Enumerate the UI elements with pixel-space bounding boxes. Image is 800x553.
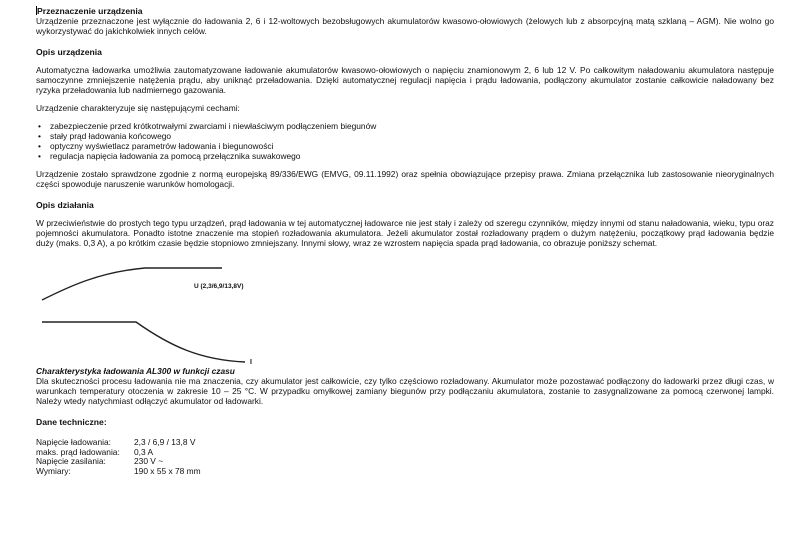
operation-p2: Dla skuteczności procesu ładowania nie ma znaczenia, czy akumulator jest całkowicie, czy tylko częściowo rozładowany. Akumulator może pozostawać podłączony do ładowarki przez długi czas, w warunkach temperatury otoczenia w zakresie 10 – 25 °C. W przypadku omyłkowej zamiany biegunów przy podłączaniu akumulatora, zostanie to zasygnalizowane za pomocą czerwonej lampki. Należy wtedy natychmiast odłączyć akumulator od ładowarki. — [36, 376, 774, 406]
document-page — [36, 6, 774, 476]
spec-table — [36, 438, 201, 476]
spec-value: 230 V ~ — [134, 456, 164, 466]
spec-value: 2,3 / 6,9 / 13,8 V — [134, 437, 196, 447]
device-description-p1: Automatyczna ładowarka umożliwia zautomatyzowane ładowanie akumulatorów kwasowo-ołowiowych o napięciu znamionowym 2, 6 lub 12 V. Po całkowitym naładowaniu akumulatora następuje samoczynne zmniejszenie natężenia prądu, aby uniknąć przeładowania. Dzięki automatycznej regulacji napięcia i prądu ładowania, podłączony akumulator zostanie całkowicie naładowany bez ryzyka przeładowania lub nadmiernego gazowania. — [36, 65, 774, 95]
spec-key: maks. prąd ładowania: — [36, 446, 120, 457]
device-description-p3: Urządzenie zostało sprawdzone zgodnie z normą europejską 89/336/EWG (EMVG, 09.11.1992) oraz spełnia obowiązujące przepisy prawa. Zmiana przełącznika lub zastosowanie nieoryginalnych części spowoduje naruszenie warunków homologacji. — [36, 169, 774, 189]
spec-value: 190 x 55 x 78 mm — [134, 465, 201, 476]
current-label: I — [250, 359, 252, 366]
spec-key: Napięcie ładowania: — [36, 437, 111, 447]
purpose-text: Urządzenie przeznaczone jest wyłącznie do ładowania 2, 6 i 12-woltowych bezobsługowych akumulatorów kwasowo-ołowiowych (żelowych lub z absorpcyjną matą szklaną – AGM). Nie wolno go wykorzystywać do jakichkolwiek innych celów. — [36, 16, 774, 36]
diagram-caption: Charakterystyka ładowania AL300 w funkcji czasu — [36, 366, 235, 376]
heading-purpose-text: Przeznaczenie urządzenia — [37, 6, 143, 16]
list-item: • zabezpieczenie przed krótkotrwałymi zwarciami i niewłaściwym podłączeniem biegunów — [50, 121, 774, 131]
operation-p1: W przeciwieństwie do prostych tego typu urządzeń, prąd ładowania w tej automatycznej ładowarce nie jest stały i zależy od szeregu czynników, między innymi od stanu naładowania, wieku, typu oraz pojemności akumulatora. Ponadto istotne znaczenie ma stopień rozładowania akumulatora. Jeżeli akumulator został rozładowany prądem o dużym natężeniu, początkowy prąd ładowania będzie duży (maks. 0,3 A), a po krótkim czasie będzie stopniowo zmniejszany. Innymi słowy, wraz ze wzrostem napięcia spada prąd ładowania, co obrazuje poniższy schemat. — [36, 218, 774, 248]
charging-diagram — [40, 248, 270, 366]
heading-device-description: Opis urządzenia — [36, 47, 102, 57]
charging-curve-svg — [40, 248, 270, 366]
table-row — [36, 467, 201, 477]
spec-value: 0,3 A — [134, 446, 154, 457]
list-item: • stały prąd ładowania końcowego — [50, 131, 774, 141]
list-item: • optyczny wyświetlacz parametrów ładowania i biegunowości — [50, 141, 774, 151]
current-curve — [42, 322, 245, 362]
voltage-label: U (2,3/6,9/13,8V) — [194, 283, 244, 290]
heading-purpose — [36, 6, 774, 16]
heading-technical-data: Dane techniczne: — [36, 417, 107, 427]
heading-operation: Opis działania — [36, 200, 94, 210]
list-item: • regulacja napięcia ładowania za pomocą przełącznika suwakowego — [50, 151, 774, 161]
spec-key: Napięcie zasilania: — [36, 456, 106, 466]
feature-list — [36, 121, 774, 161]
device-description-p2: Urządzenie charakteryzuje się następującymi cechami: — [36, 103, 240, 113]
spec-key: Wymiary: — [36, 465, 71, 476]
